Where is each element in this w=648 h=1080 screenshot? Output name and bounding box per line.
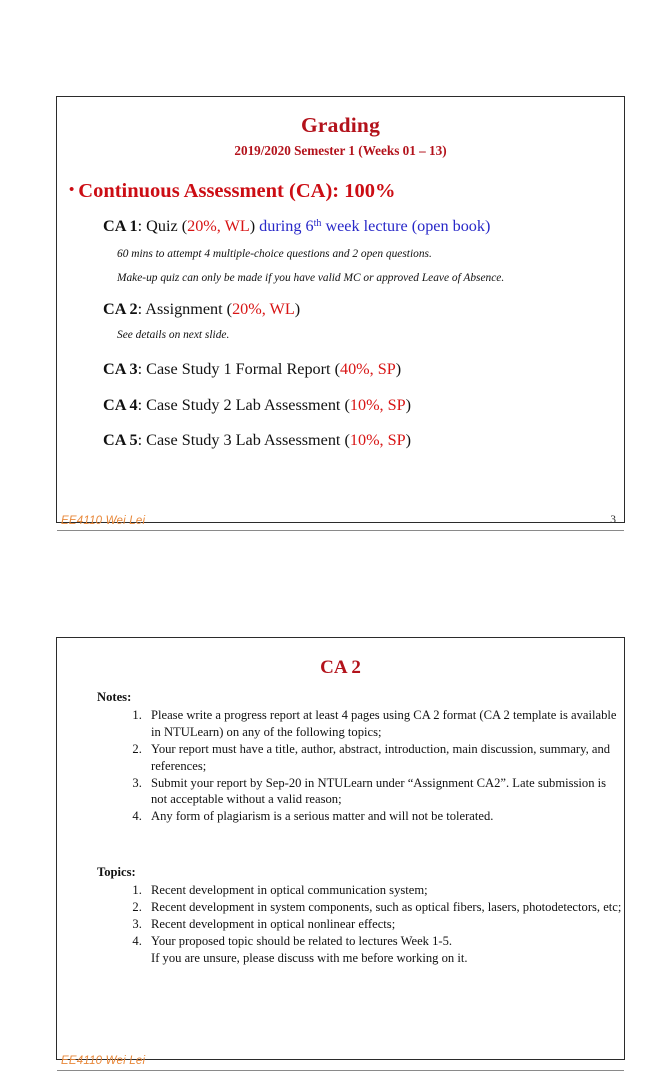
footer-course-label: EE4110 Wei Lei bbox=[61, 515, 146, 527]
list-item: 2. Recent development in system components, such as optical fibers, lasers, photodetectors, etc; bbox=[145, 899, 624, 916]
ca-1-line bbox=[103, 217, 624, 236]
ca-5-text: : Case Study 3 Lab Assessment ( bbox=[137, 431, 350, 450]
ca-2-close-paren: ) bbox=[294, 300, 301, 319]
list-item: 3. Recent development in optical nonlinear effects; bbox=[145, 916, 624, 933]
ca-5-weight: 10%, SP bbox=[349, 431, 406, 450]
ca-2-note: See details on next slide. bbox=[117, 329, 230, 342]
topics-list bbox=[57, 882, 624, 966]
ca-1-schedule-post: week lecture (open book) bbox=[321, 216, 491, 235]
bullet-continuous-assessment bbox=[69, 180, 624, 203]
ca-1-note-1: 60 mins to attempt 4 multiple-choice questions and 2 open questions. bbox=[117, 248, 432, 261]
ca-5-label: CA 5 bbox=[103, 431, 138, 450]
slide-ca2-title: CA 2 bbox=[320, 657, 361, 678]
footer-page-number: 3 bbox=[610, 514, 616, 526]
ca-3-text: : Case Study 1 Formal Report ( bbox=[137, 360, 340, 379]
ca-4-weight: 10%, SP bbox=[349, 395, 406, 414]
bullet-continuous-assessment-label: Continuous Assessment (CA): 100% bbox=[78, 180, 396, 203]
ca-2-text: : Assignment ( bbox=[137, 300, 233, 319]
ca-1-weight: 20%, WL bbox=[187, 216, 250, 235]
footer-divider bbox=[57, 1070, 624, 1071]
ca-2-label: CA 2 bbox=[103, 300, 138, 319]
topic-4-extra-line: If you are unsure, please discuss with me before working on it. bbox=[151, 950, 468, 965]
list-item: 1. Recent development in optical communication system; bbox=[145, 882, 624, 899]
footer-course-label: EE4110 Wei Lei bbox=[61, 1055, 146, 1067]
list-item: 2. Your report must have a title, author, abstract, introduction, main discussion, summary, and references; bbox=[145, 741, 624, 775]
ca-4-line bbox=[103, 396, 624, 415]
ca-3-label: CA 3 bbox=[103, 360, 138, 379]
ca-5-line bbox=[103, 431, 624, 450]
ca-4-label: CA 4 bbox=[103, 395, 138, 414]
slide-ca2-body bbox=[57, 658, 624, 1079]
ca-1-label: CA 1 bbox=[103, 216, 138, 235]
ca-1-close-paren: ) bbox=[249, 216, 260, 235]
ca-1-schedule-ordinal: th bbox=[313, 217, 322, 229]
list-item: 4. Any form of plagiarism is a serious matter and will not be tolerated. bbox=[145, 808, 624, 825]
ca-5-close-paren: ) bbox=[405, 431, 412, 450]
ca-2-line bbox=[103, 300, 624, 319]
slide-footer bbox=[57, 1055, 624, 1073]
list-item: 1. Please write a progress report at least 4 pages using CA 2 format (CA 2 template is available in NTULearn) on any of the following topics; bbox=[145, 707, 624, 741]
ca-3-close-paren: ) bbox=[395, 360, 402, 379]
ca-2-weight: 20%, WL bbox=[232, 300, 295, 319]
topic-4-text: Your proposed topic should be related to lectures Week 1-5. bbox=[151, 933, 453, 948]
ca-1-note-2: Make-up quiz can only be made if you have valid MC or approved Leave of Absence. bbox=[117, 272, 505, 285]
list-item-topic-4 bbox=[145, 933, 624, 967]
page-subtitle: 2019/2020 Semester 1 (Weeks 01 – 13) bbox=[234, 142, 447, 158]
footer-divider bbox=[57, 530, 624, 531]
slide-grading bbox=[56, 96, 625, 527]
page-title: Grading bbox=[300, 113, 381, 137]
ca-4-close-paren: ) bbox=[405, 395, 412, 414]
ca-3-weight: 40%, SP bbox=[339, 360, 396, 379]
slide-ca2 bbox=[56, 637, 625, 1067]
ca-4-text: : Case Study 2 Lab Assessment ( bbox=[137, 395, 350, 414]
ca-3-line bbox=[103, 360, 624, 379]
ca-1-quiz-text: : Quiz ( bbox=[137, 216, 188, 235]
bullet-dot-icon: • bbox=[69, 182, 75, 199]
slide-grading-body bbox=[57, 114, 624, 539]
notes-heading: Notes: bbox=[97, 689, 132, 704]
ca-1-schedule-pre: during 6 bbox=[259, 216, 314, 235]
notes-list bbox=[57, 707, 624, 825]
list-item: 3. Submit your report by Sep-20 in NTULearn under “Assignment CA2”. Late submission is not acceptable without a valid reason; bbox=[145, 775, 624, 809]
slide-footer bbox=[57, 515, 624, 533]
topics-heading: Topics: bbox=[97, 865, 136, 880]
